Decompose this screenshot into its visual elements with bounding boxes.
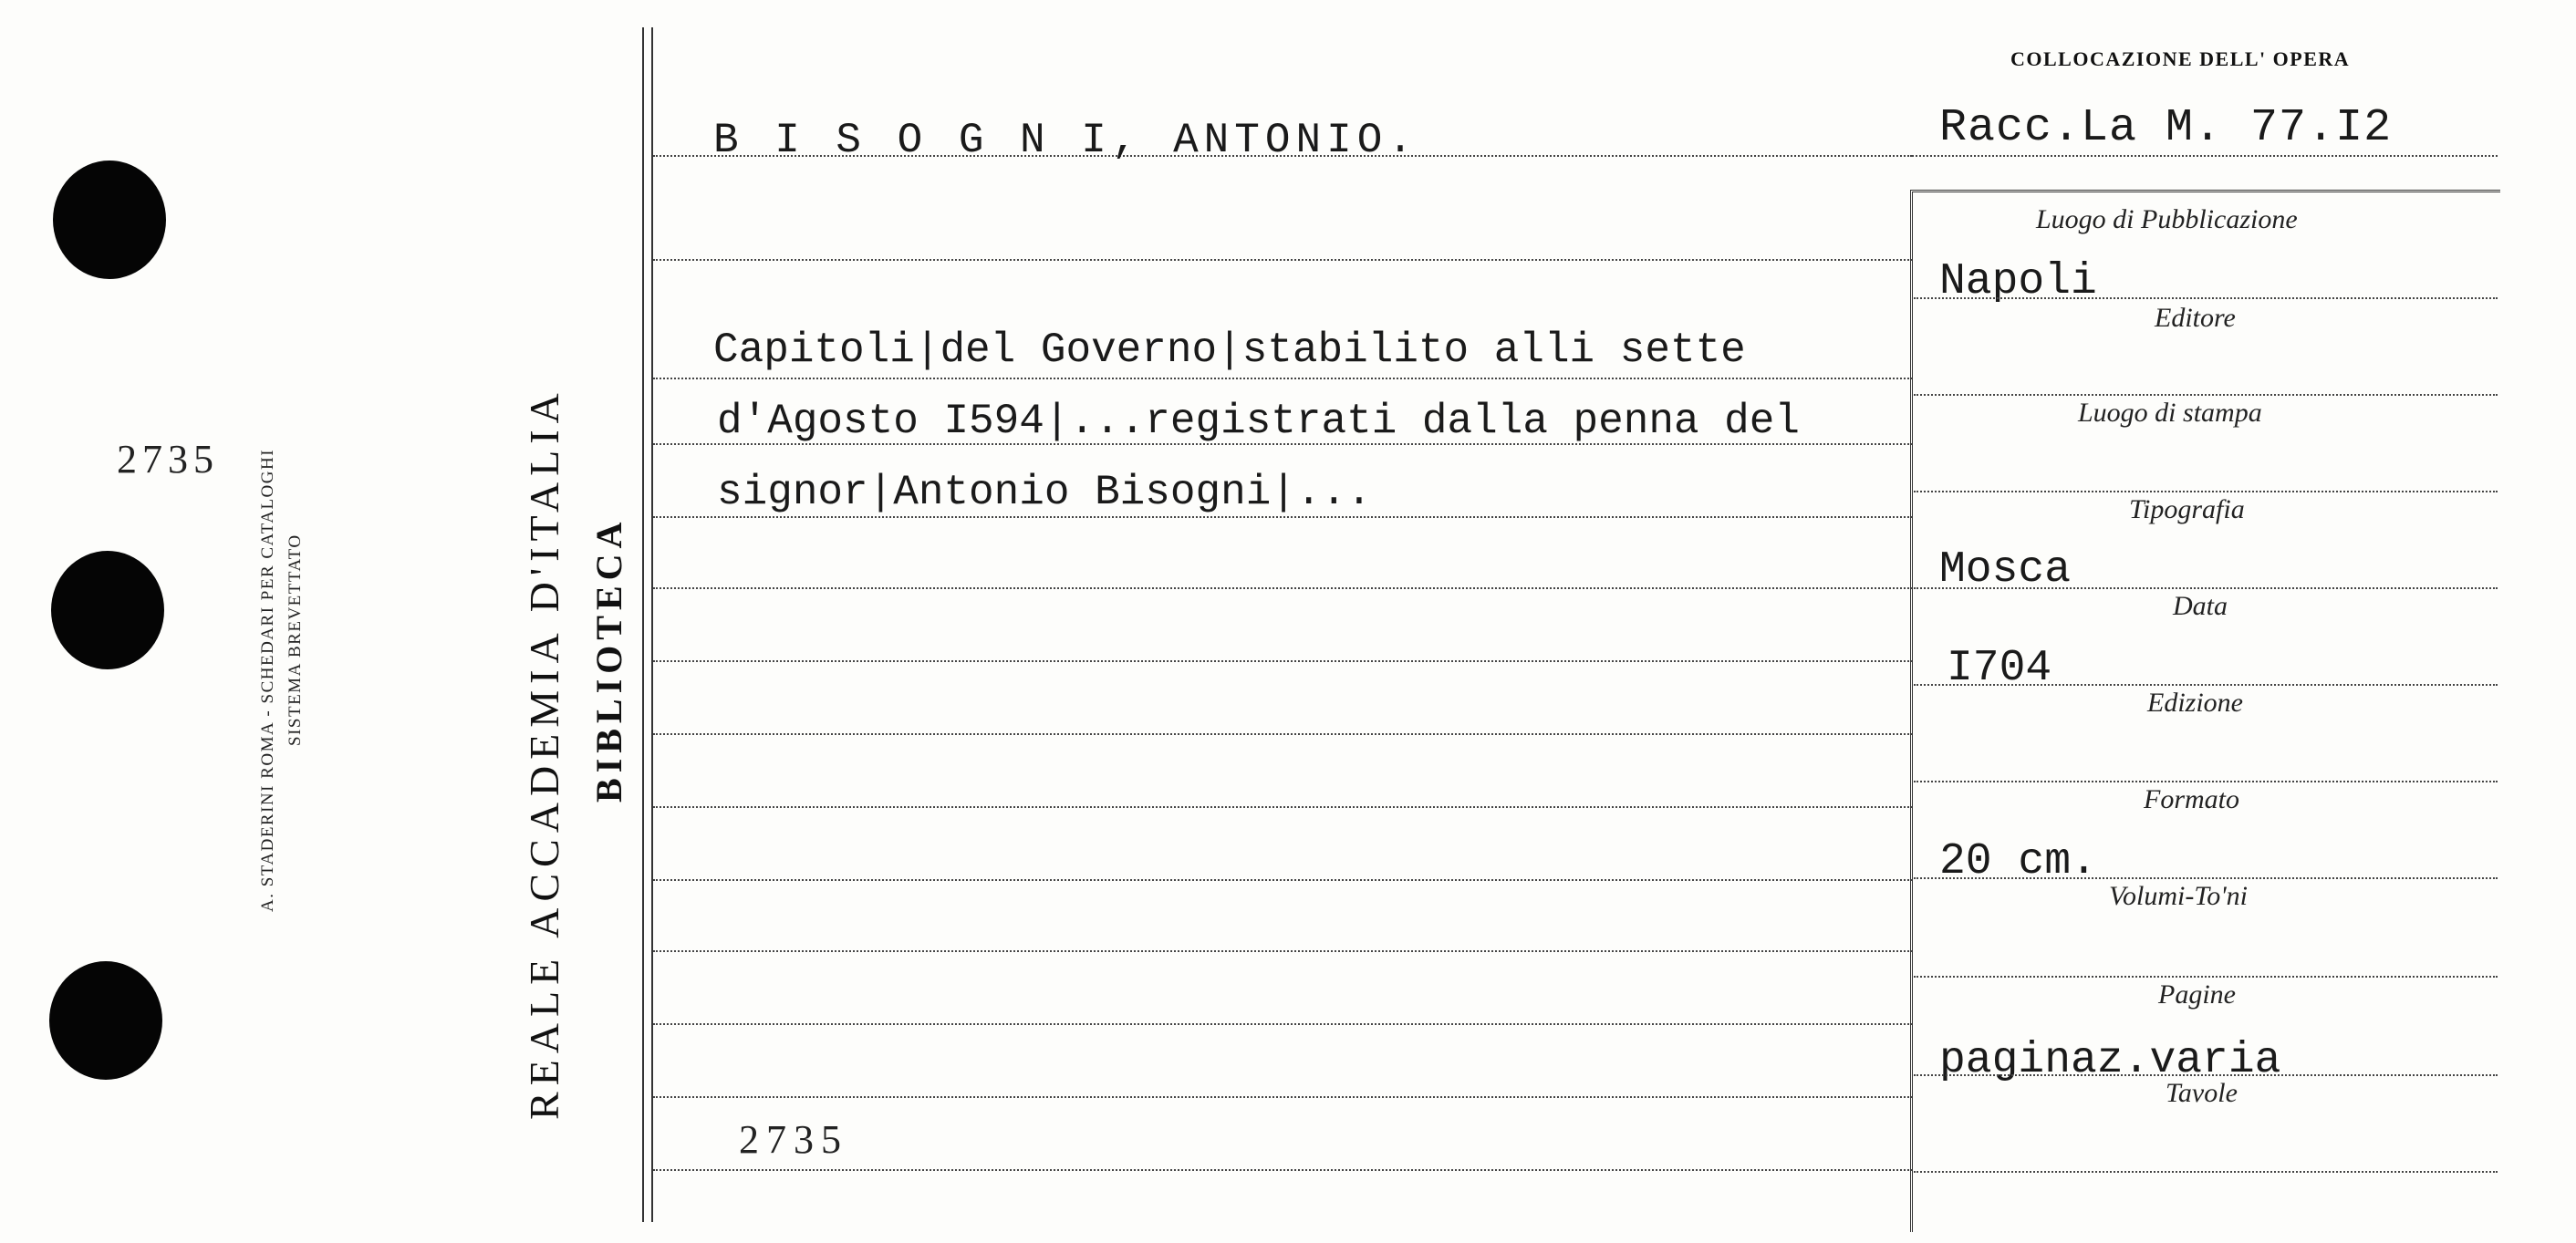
box-line [1914, 1171, 2498, 1173]
institution-name: REALE ACCADEMIA D'ITALIA [521, 387, 567, 1120]
box-line [1914, 684, 2498, 686]
ruled-line [653, 516, 1912, 518]
formato-label: Formato [2144, 784, 2239, 814]
ruled-line [653, 378, 1912, 379]
pagine-label: Pagine [2158, 979, 2236, 1010]
data-value: I704 [1947, 644, 2052, 693]
margin-rule-left [642, 27, 644, 1222]
box-line [1914, 1074, 2498, 1076]
library-name: BIBLIOTECA [588, 516, 629, 803]
box-line [1914, 976, 2498, 978]
card-number-left: 2735 [117, 437, 219, 482]
ruled-line [653, 1023, 1912, 1025]
luogo-pubblicazione-label: Luogo di Pubblicazione [2036, 204, 2298, 234]
edizione-label: Edizione [2147, 688, 2243, 718]
box-line [1914, 491, 2498, 492]
card-number-bottom: 2735 [739, 1117, 848, 1162]
formato-value: 20 cm. [1939, 837, 2097, 886]
ruled-line [653, 806, 1912, 808]
box-line [1914, 587, 2498, 589]
punch-hole-bottom [49, 961, 162, 1080]
ruled-line [653, 587, 1912, 589]
box-line [1914, 297, 2498, 299]
punch-hole-middle [51, 551, 164, 669]
ruled-line [653, 1096, 1912, 1098]
luogo-stampa-label: Luogo di stampa [2078, 398, 2262, 428]
pagine-value: paginaz.varia [1939, 1036, 2281, 1085]
ruled-line [653, 1169, 1912, 1171]
margin-rule-right [651, 27, 653, 1222]
punch-hole-top [53, 161, 166, 279]
tavole-label: Tavole [2166, 1078, 2238, 1108]
box-line [1914, 877, 2498, 879]
box-line [1914, 781, 2498, 782]
collocazione-header: COLLOCAZIONE DELL' OPERA [2010, 47, 2351, 70]
printer-imprint-line2: SISTEMA BREVETTATO [286, 533, 305, 746]
tipografia-value: Mosca [1939, 545, 2072, 595]
description-line-2: d'Agosto I594|...registrati dalla penna del [717, 398, 1800, 445]
ruled-line [653, 733, 1912, 735]
box-line [1914, 394, 2498, 396]
shelfmark-line [1912, 155, 2498, 157]
ruled-line [653, 660, 1912, 662]
ruled-line [653, 879, 1912, 881]
description-line-3: signor|Antonio Bisogni|... [717, 469, 1372, 516]
description-line-1: Capitoli|del Governo|stabilito alli sette [713, 326, 1746, 374]
editore-label: Editore [2155, 303, 2236, 333]
author-heading: B I S O G N I, ANTONIO. [713, 117, 1418, 164]
shelfmark: Racc.La M. 77.I2 [1939, 102, 2393, 154]
ruled-line [653, 259, 1912, 261]
printer-imprint-line1: A. STADERINI ROMA - SCHEDARI PER CATALOGHI [258, 448, 277, 912]
volumi-label: Volumi-To'ni [2109, 881, 2249, 911]
tipografia-label: Tipografia [2129, 494, 2245, 524]
luogo-pubblicazione-value: Napoli [1939, 257, 2097, 306]
ruled-line [653, 950, 1912, 952]
data-label: Data [2173, 591, 2228, 621]
